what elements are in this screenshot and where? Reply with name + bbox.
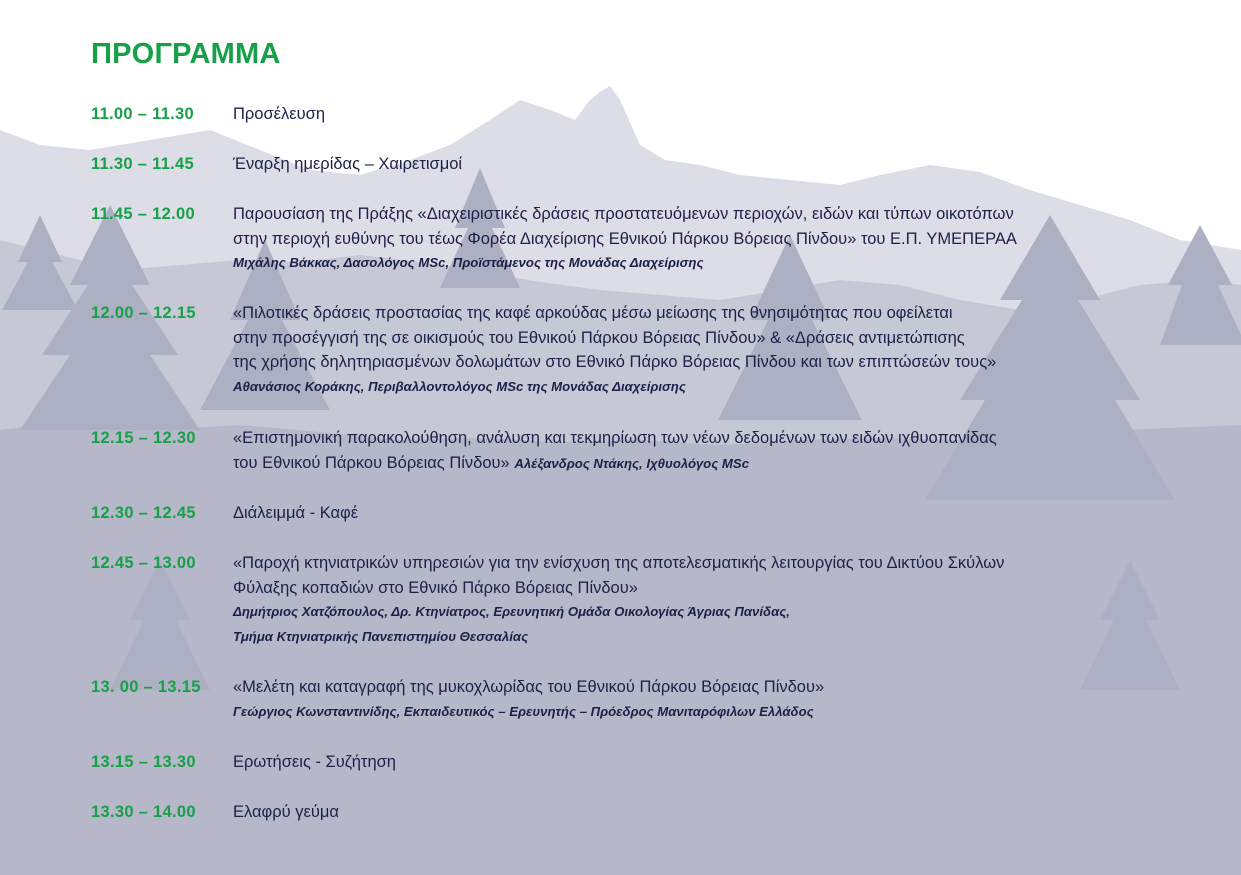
item-content	[233, 301, 1183, 399]
speaker-name: Αλέξανδρος Ντάκης, Ιχθυολόγος MSc	[514, 455, 750, 471]
speaker-name: Μιχάλης Βάκκας, Δασολόγος MSc, Προϊστάμενος της Μονάδας Διαχείρισης	[233, 255, 704, 270]
item-content	[233, 102, 1183, 127]
time-slot: 11.00 – 11.30	[91, 105, 195, 123]
time-slot: 13.30 – 14.00	[91, 803, 196, 821]
item-content	[233, 426, 1183, 476]
item-description: Ερωτήσεις - Συζήτηση	[233, 753, 396, 771]
item-description	[233, 426, 1183, 476]
item-description: Παρουσίαση της Πράξης «Διαχειριστικές δράσεις προστατευόμενων περιοχών, ειδών και τύπων οικοτόπων στην περιοχή ευθύνης του τέως Φορέα Διαχείρισης Εθνικού Πάρκου Βόρειας Πίνδου» του Ε.Π. ΥΜΕΠΕΡΑΑ	[233, 205, 1017, 248]
item-description: Προσέλευση	[233, 105, 326, 123]
time-slot: 11.45 – 12.00	[91, 205, 195, 223]
time-slot: 12.45 – 13.00	[91, 554, 196, 572]
item-description: «Μελέτη και καταγραφή της μυκοχλωρίδας του Εθνικού Πάρκου Βόρειας Πίνδου»	[233, 678, 825, 696]
time-slot: 12.00 – 12.15	[91, 304, 196, 322]
item-content	[233, 750, 1183, 775]
speaker-name: Δημήτριος Χατζόπουλος, Δρ. Κτηνίατρος, Ερευνητική Ομάδα Οικολογίας Άγριας Πανίδας, Τμήμα Κτηνιατρικής Πανεπιστημίου Θεσσαλίας	[233, 604, 790, 644]
time-slot: 12.15 – 12.30	[91, 429, 196, 447]
page-title: ΠΡΟΓΡΑΜΜΑ	[91, 38, 281, 70]
time-slot: 11.30 – 11.45	[91, 155, 195, 173]
time-slot: 13. 00 – 13.15	[91, 678, 201, 696]
item-description: «Πιλοτικές δράσεις προστασίας της καφέ αρκούδας μέσω μείωσης της θνησιμότητας που οφείλεται στην προσέγγισή της σε οικισμούς του Εθνικού Πάρκου Βόρειας Πίνδου» & «Δράσεις αντιμετώπισης της χρήσης δηλητηριασμένων δολωμάτων στο Εθνικό Πάρκο Βόρειας Πίνδου και των επιπτώσεών τους»	[233, 304, 997, 371]
item-content	[233, 501, 1183, 526]
item-content	[233, 800, 1183, 825]
speaker-name: Αθανάσιος Κοράκης, Περιβαλλοντολόγος MSc της Μονάδας Διαχείρισης	[233, 378, 686, 394]
item-description-text: «Επιστημονική παρακολούθηση, ανάλυση και τεκμηρίωση των νέων δεδομένων των ειδών ιχθυοπανίδας του Εθνικού Πάρκου Βόρειας Πίνδου»	[233, 429, 997, 472]
time-slot: 13.15 – 13.30	[91, 753, 196, 771]
item-description: Έναρξη ημερίδας – Χαιρετισμοί	[233, 155, 463, 173]
item-description: Διάλειμμά - Καφέ	[233, 504, 359, 522]
item-content	[233, 675, 1183, 724]
time-slot: 12.30 – 12.45	[91, 504, 196, 522]
item-description: Ελαφρύ γεύμα	[233, 803, 339, 821]
item-content	[233, 152, 1183, 177]
item-description: «Παροχή κτηνιατρικών υπηρεσιών για την ενίσχυση της αποτελεσματικής λειτουργίας του Δικτύου Σκύλων Φύλαξης κοπαδιών στο Εθνικό Πάρκο Βόρειας Πίνδου»	[233, 554, 1005, 597]
speaker-name: Γεώργιος Κωνσταντινίδης, Εκπαιδευτικός – Ερευνητής – Πρόεδρος Μανιταρόφιλων Ελλάδος	[233, 703, 814, 719]
item-content	[233, 202, 1183, 276]
item-content	[233, 551, 1183, 649]
